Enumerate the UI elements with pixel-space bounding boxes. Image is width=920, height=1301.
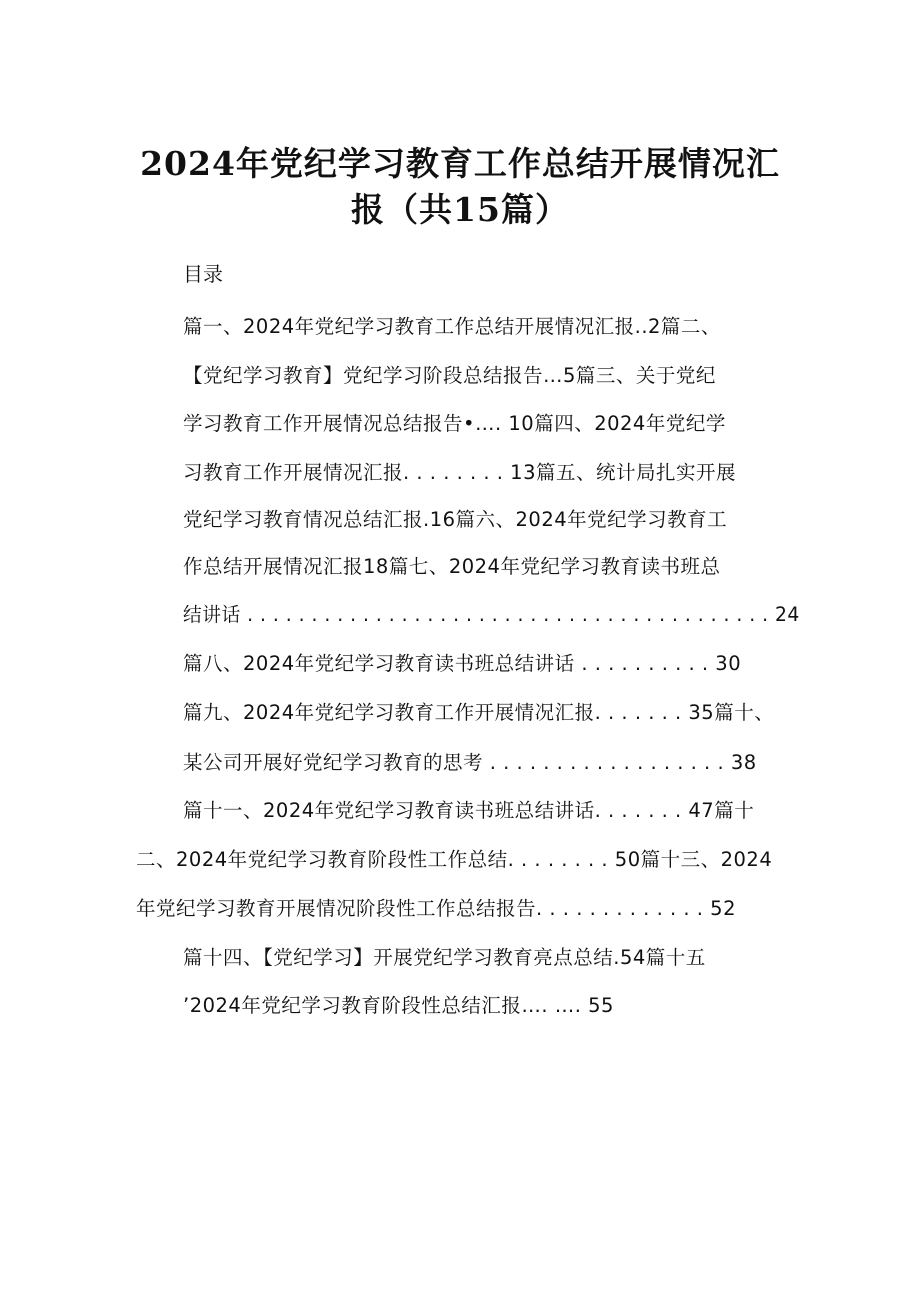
toc-line: 篇十四、【党纪学习】开展党纪学习教育亮点总结.54篇十五 xyxy=(183,946,706,969)
document-title-line-1: 2024年党纪学习教育工作总结开展情况汇 xyxy=(140,144,780,183)
toc-line: 作总结开展情况汇报18篇七、2024年党纪学习教育读书班总 xyxy=(183,555,721,578)
toc-heading: 目录 xyxy=(183,262,223,286)
toc-line: 篇一、2024年党纪学习教育工作总结开展情况汇报..2篇二、 xyxy=(183,315,721,338)
toc-line: 年党纪学习教育开展情况阶段性工作总结报告. . . . . . . . . . . . . 52 xyxy=(136,897,736,920)
toc-line: 结讲话 . . . . . . . . . . . . . . . . . . . . . . . . . . . . . . . . . . . . . . . . . 24 xyxy=(183,603,800,626)
toc-line: 【党纪学习教育】党纪学习阶段总结报告…5篇三、关于党纪 xyxy=(183,364,716,387)
toc-line: 学习教育工作开展情况总结报告•…. 10篇四、2024年党纪学 xyxy=(183,412,726,435)
toc-line: 二、2024年党纪学习教育阶段性工作总结. . . . . . . . 50篇十三、2024 xyxy=(136,848,773,871)
toc-line: 篇十一、2024年党纪学习教育读书班总结讲话. . . . . . . 47篇十 xyxy=(183,799,755,822)
toc-line: ’2024年党纪学习教育阶段性总结汇报…. …. 55 xyxy=(183,994,614,1017)
document-title-line-2: 报（共15篇） xyxy=(351,190,569,229)
toc-line: 篇九、2024年党纪学习教育工作开展情况汇报. . . . . . . 35篇十、 xyxy=(183,701,775,724)
toc-line: 党纪学习教育情况总结汇报.16篇六、2024年党纪学习教育工 xyxy=(183,508,728,531)
toc-line: 篇八、2024年党纪学习教育读书班总结讲话 . . . . . . . . . . 30 xyxy=(183,652,742,675)
toc-line: 某公司开展好党纪学习教育的思考 . . . . . . . . . . . . . . . . . . 38 xyxy=(183,751,757,774)
toc-line: 习教育工作开展情况汇报. . . . . . . . 13篇五、统计局扎实开展 xyxy=(183,461,736,484)
